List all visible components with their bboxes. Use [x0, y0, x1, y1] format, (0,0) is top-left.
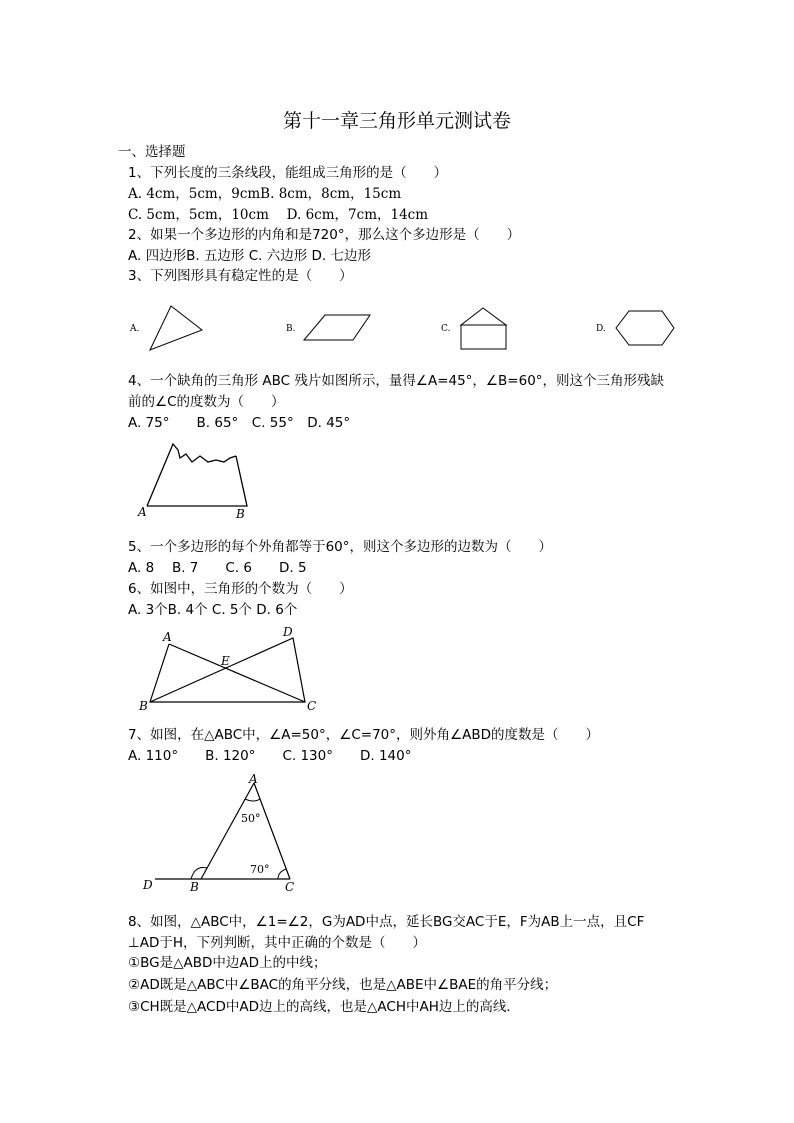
question-4-stem-line1: 4、一个缺角的三角形 ABC 残片如图所示，量得∠A=45°，∠B=60°，则这个三角形残缺	[128, 373, 665, 389]
question-8-statement-3: ③CH既是△ACD中AD边上的高线，也是△ACH中AH边上的高线．	[128, 999, 520, 1015]
question-3-figures	[120, 298, 690, 358]
vertex-b-label: B	[139, 699, 148, 713]
question-5-stem: 5、一个多边形的每个外角都等于60°，则这个多边形的边数为（ ）	[128, 539, 553, 555]
house-body-shape	[461, 325, 506, 349]
vertex-d-label: D	[283, 625, 293, 639]
angle-a-value: 50°	[241, 812, 261, 825]
vertex-a-label: A	[138, 505, 147, 519]
vertex-a-label: A	[249, 772, 258, 786]
vertex-c-label: C	[285, 880, 295, 894]
page-title: 第十一章三角形单元测试卷	[282, 110, 511, 132]
vertex-e-label: E	[221, 654, 230, 668]
question-4-stem-line2: 前的∠C的度数为（ ）	[128, 394, 285, 410]
hexagon-shape	[616, 311, 674, 345]
question-4-figure	[130, 436, 260, 526]
triangle-remnant-sides	[147, 456, 247, 506]
question-4-options: A. 75° B. 65° C. 55° D. 45°	[128, 415, 351, 431]
question-6-stem: 6、如图中，三角形的个数为（ ）	[128, 581, 353, 597]
angle-a-arc	[245, 799, 260, 801]
question-8-statement-1: ①BG是△ABD中边AD上的中线；	[128, 955, 327, 971]
angle-c-value: 70°	[250, 863, 270, 876]
side-ba	[201, 783, 254, 879]
vertex-c-label: C	[307, 699, 317, 713]
question-1-options-cd: C. 5cm，5cm，10cm D. 6cm，7cm，14cm	[128, 207, 429, 223]
parallelogram-shape	[304, 315, 370, 340]
option-d-label: D.	[596, 324, 606, 334]
option-c-label: C.	[441, 324, 451, 334]
question-8-stem-line1: 8、如图，△ABC中，∠1=∠2，G为AD中点，延长BG交AC于E，F为AB上一点，且CF	[128, 914, 645, 930]
option-a-label: A.	[130, 324, 140, 334]
question-8-statement-2: ②AD既是△ABC中∠BAC的角平分线，也是△ABE中∠BAE的角平分线；	[128, 977, 558, 993]
question-2-options: A. 四边形B. 五边形 C. 六边形 D. 七边形	[128, 248, 371, 264]
question-6-options: A. 3个B. 4个 C. 5个 D. 6个	[128, 602, 298, 618]
vertex-a-label: A	[163, 630, 172, 644]
question-3-stem: 3、下列图形具有稳定性的是（ ）	[128, 268, 353, 284]
question-8-stem-line2: ⊥AD于H，下列判断，其中正确的个数是（ ）	[128, 935, 427, 951]
question-7-stem: 7、如图，在△ABC中，∠A=50°，∠C=70°，则外角∠ABD的度数是（ ）	[128, 727, 599, 743]
vertex-b-label: B	[190, 880, 199, 894]
question-6-figure	[130, 620, 330, 715]
vertex-d-label: D	[143, 878, 153, 892]
vertex-b-label: B	[236, 507, 245, 521]
question-7-figure	[135, 772, 315, 897]
diagonal-ac	[169, 644, 305, 702]
question-1-options-ab: A. 4cm，5cm，9cmB. 8cm，8cm，15cm	[128, 186, 402, 202]
question-1-stem: 1、下列长度的三条线段，能组成三角形的是（ ）	[128, 165, 448, 181]
question-7-options: A. 110° B. 120° C. 130° D. 140°	[128, 748, 412, 764]
section-heading: 一、选择题	[118, 144, 186, 160]
angle-c-arc	[278, 869, 286, 879]
option-b-label: B.	[286, 324, 296, 334]
question-5-options: A. 8 B. 7 C. 6 D. 5	[128, 560, 307, 576]
house-roof-shape	[461, 308, 506, 325]
question-2-stem: 2、如果一个多边形的内角和是720°，那么这个多边形是（ ）	[128, 227, 521, 243]
triangle-shape	[150, 306, 202, 350]
broken-edge-line	[147, 444, 236, 506]
